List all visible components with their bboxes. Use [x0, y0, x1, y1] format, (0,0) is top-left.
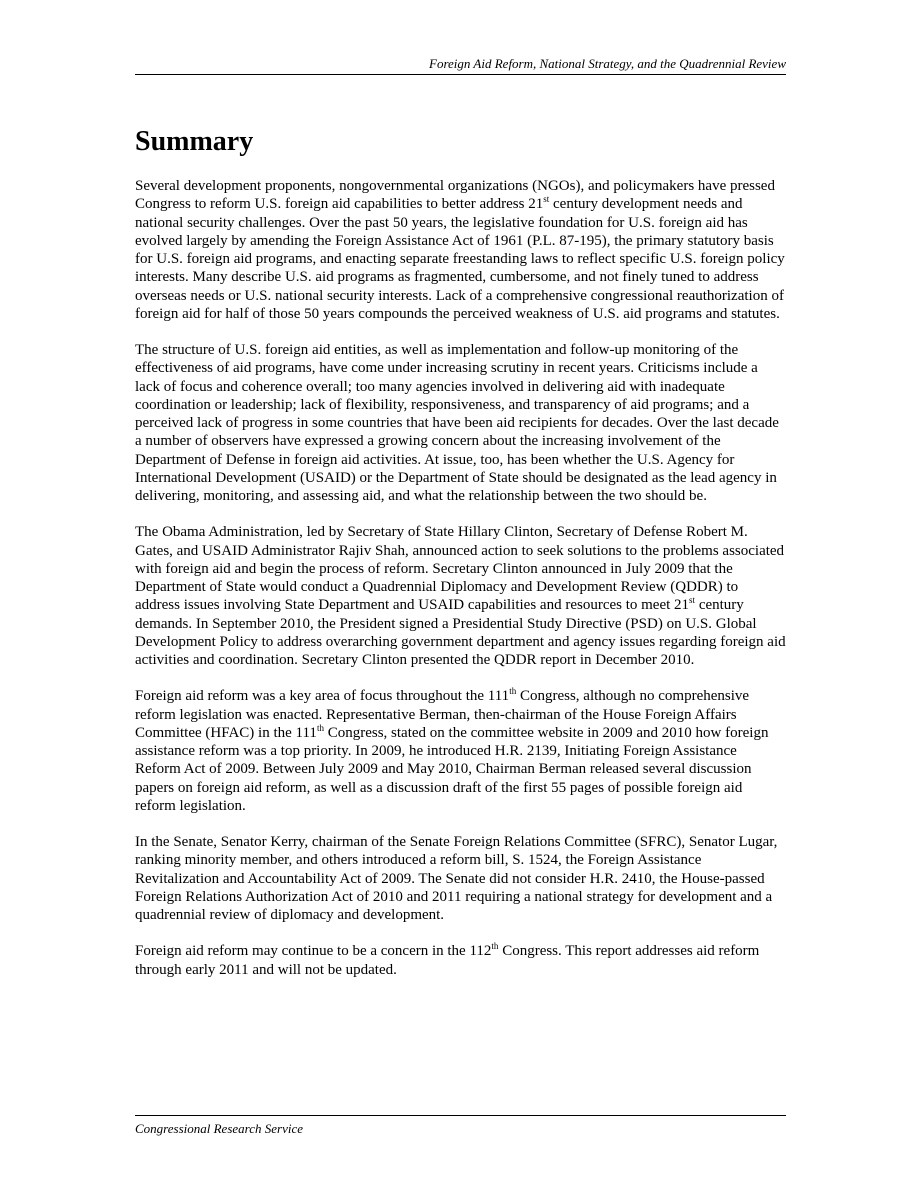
ordinal-suffix: th [491, 941, 499, 952]
paragraph-6-text-b: Congress. This report addresses aid reform through early 2011 and will not be updated. [135, 943, 760, 978]
ordinal-suffix: st [543, 194, 550, 205]
paragraph-4-text-a: Foreign aid reform was a key area of focus throughout the 111 [135, 688, 510, 705]
footer-label: Congressional Research Service [135, 1121, 303, 1136]
running-header-title: Foreign Aid Reform, National Strategy, and the Quadrennial Review [429, 56, 786, 71]
ordinal-suffix: st [689, 595, 696, 606]
paragraph-3-text-b: century demands. In September 2010, the President signed a Presidential Study Directive (PSD) on U.S. Global Development Policy to address overarching government department and agency issues regarding foreign aid activities and coordination. Secretary Clinton presented the QDDR report in December 2010. [135, 597, 786, 668]
paragraph-6-text-a: Foreign aid reform may continue to be a concern in the 112 [135, 943, 492, 960]
paragraph-3 [135, 523, 786, 669]
ordinal-suffix: th [509, 686, 517, 697]
paragraph-4-text-b: Congress, although no comprehensive reform legislation was enacted. Representative Berman, then-chairman of the House Foreign Affairs Committee (HFAC) in the 111 [135, 688, 750, 741]
paragraph-1 [135, 177, 786, 323]
page-title: Summary [135, 126, 254, 157]
summary-body [135, 177, 786, 997]
paragraph-2 [135, 341, 786, 505]
paragraph-5 [135, 833, 786, 924]
page-footer [135, 1115, 786, 1137]
paragraph-3-text-a: The Obama Administration, led by Secretary of State Hillary Clinton, Secretary of Defense Robert M. Gates, and USAID Administrator Rajiv Shah, announced action to seek solutions to the problems associated with foreign aid and begin the process of reform. Secretary Clinton announced in July 2009 that the Department of State would conduct a Quadrennial Diplomacy and Development Review (QDDR) to address issues involving State Department and USAID capabilities and resources to meet 21 [135, 524, 785, 614]
running-header [135, 56, 786, 75]
paragraph-5-text-a: In the Senate, Senator Kerry, chairman of the Senate Foreign Relations Committee (SFRC), Senator Lugar, ranking minority member, and others introduced a reform bill, S. 1524, the Foreign Assistance Revitalization and Accountability Act of 2009. The Senate did not consider H.R. 2410, the House-passed Foreign Relations Authorization Act of 2010 and 2011 requiring a national strategy for development and a quadrennial review of diplomacy and development. [135, 834, 778, 923]
paragraph-6 [135, 942, 786, 979]
paragraph-2-text-a: The structure of U.S. foreign aid entities, as well as implementation and follow-up monitoring of the effectiveness of aid programs, have come under increasing scrutiny in recent years. Criticisms include a lack of focus and coherence overall; too many agencies involved in delivering aid with inadequate coordination or leadership; lack of flexibility, responsiveness, and transparency of aid programs; and a perceived lack of progress in some countries that have been aid recipients for decades. Over the last decade a number of observers have expressed a growing concern about the increasing involvement of the Department of Defense in foreign aid activities. At issue, too, has been whether the U.S. Agency for International Development (USAID) or the Department of State should be designated as the lead agency in delivering, monitoring, and assessing aid, and what the relationship between the two should be. [135, 342, 779, 504]
paragraph-4 [135, 687, 786, 815]
paragraph-1-text-a: Several development proponents, nongovernmental organizations (NGOs), and policymakers have pressed Congress to reform U.S. foreign aid capabilities to better address 21 [135, 178, 775, 213]
ordinal-suffix: th [316, 722, 324, 733]
paragraph-1-text-b: century development needs and national security challenges. Over the past 50 years, the legislative foundation for U.S. foreign aid has evolved largely by amending the Foreign Assistance Act of 1961 (P.L. 87-195), the primary statutory basis for U.S. foreign aid programs, and enacting separate freestanding laws to reflect specific U.S. foreign policy interests. Many describe U.S. aid programs as fragmented, cumbersome, and not finely tuned to address overseas needs or U.S. national security interests. Lack of a comprehensive congressional reauthorization of foreign aid for half of those 50 years compounds the perceived weakness of U.S. aid programs and statutes. [135, 196, 785, 322]
paragraph-4-text-c: Congress, stated on the committee website in 2009 and 2010 how foreign assistance reform was a top priority. In 2009, he introduced H.R. 2139, Initiating Foreign Assistance Reform Act of 2009. Between July 2009 and May 2010, Chairman Berman released several discussion papers on foreign aid reform, as well as a discussion draft of the first 55 pages of possible foreign aid reform legislation. [135, 724, 769, 814]
